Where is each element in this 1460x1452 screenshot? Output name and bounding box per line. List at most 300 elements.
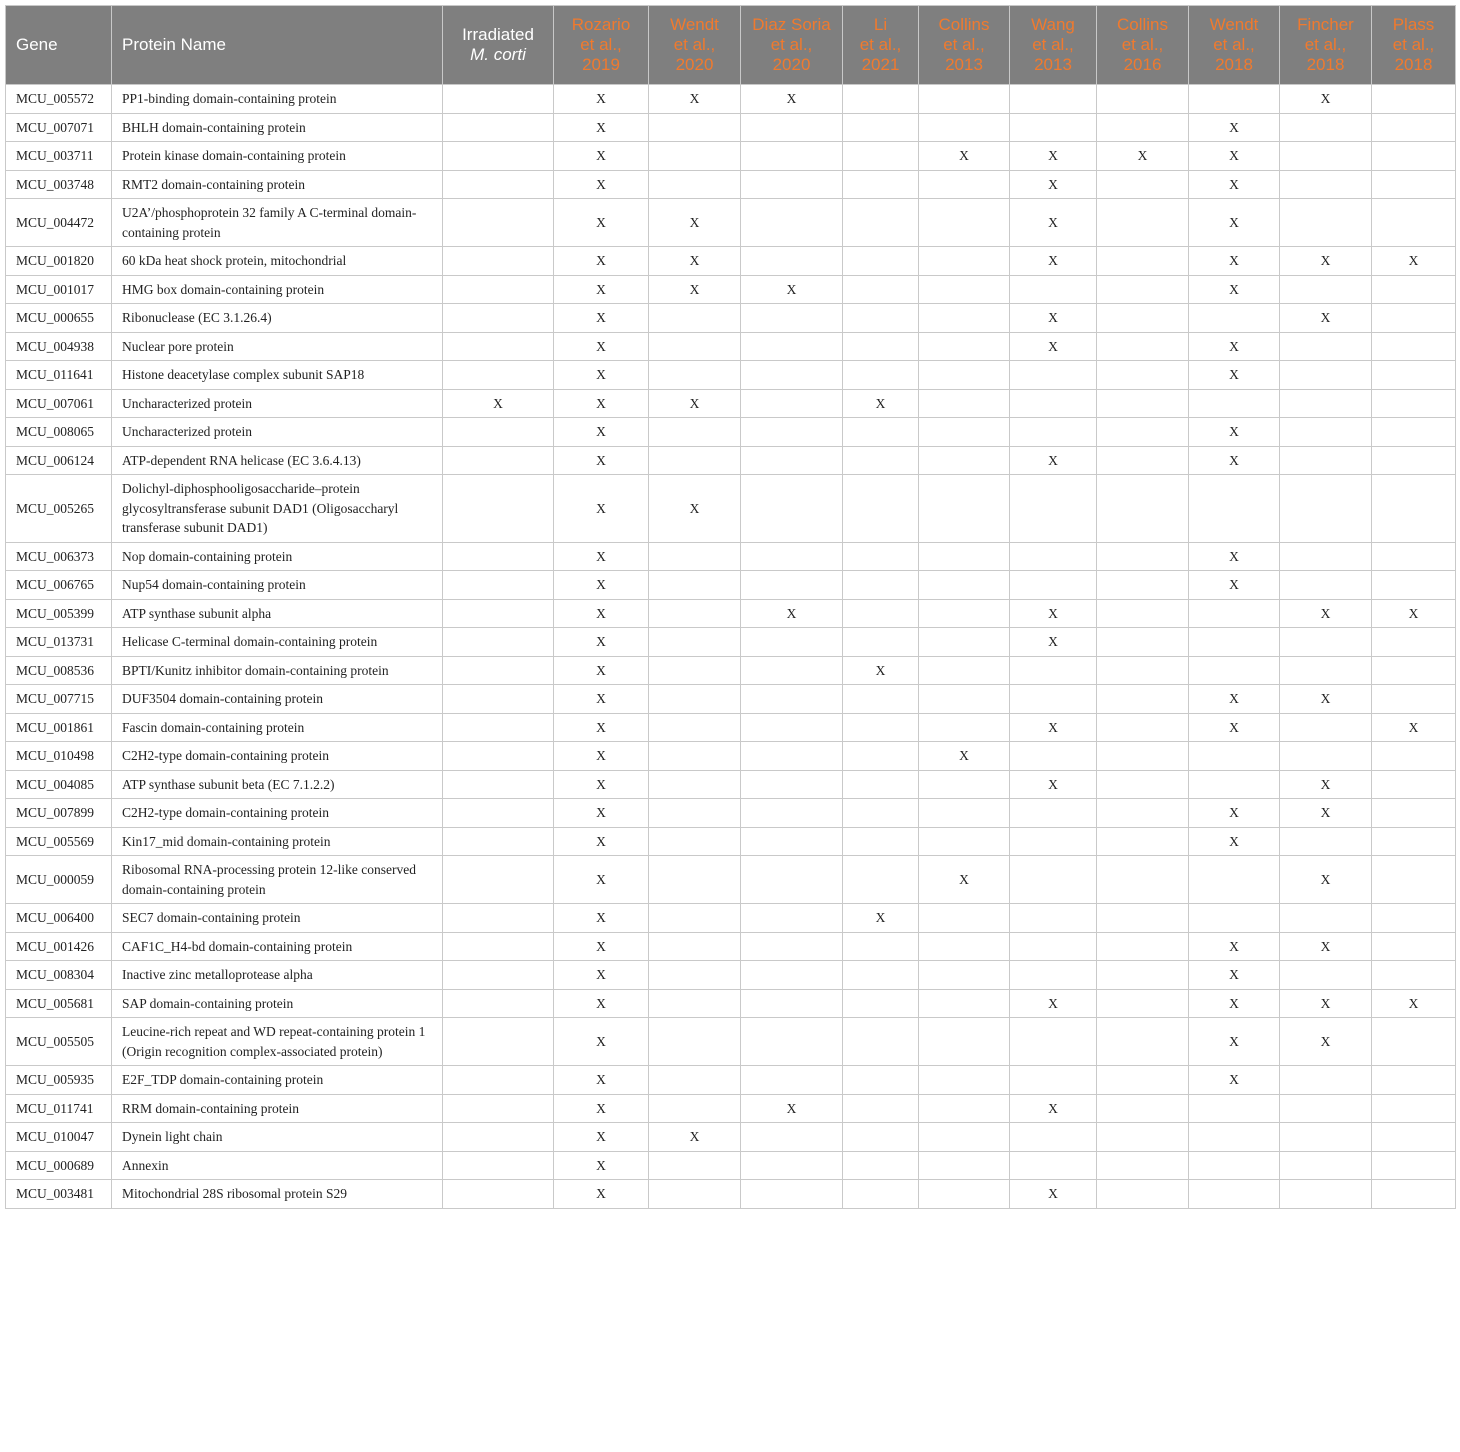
mark-cell (919, 361, 1010, 390)
mark-cell: X (1010, 170, 1097, 199)
mark-cell: X (554, 275, 649, 304)
mark-cell (1372, 275, 1456, 304)
mark-cell (843, 170, 919, 199)
header-study-9[interactable] (1280, 6, 1372, 85)
mark-cell: X (1189, 713, 1280, 742)
mark-cell: X (554, 1180, 649, 1209)
study-line1: Wendt (1209, 15, 1259, 34)
mark-cell (919, 904, 1010, 933)
mark-cell (443, 113, 554, 142)
study-line3: 2013 (1034, 55, 1072, 74)
protein-name-cell: U2A’/phosphoprotein 32 family A C-terminal domain-containing protein (112, 199, 443, 247)
mark-cell (1189, 856, 1280, 904)
mark-cell (741, 989, 843, 1018)
mark-cell (919, 827, 1010, 856)
mark-cell (919, 1018, 1010, 1066)
mark-cell (649, 742, 741, 771)
mark-cell (741, 113, 843, 142)
gene-id-cell: MCU_007899 (6, 799, 112, 828)
mark-cell (1097, 389, 1189, 418)
mark-cell (1097, 742, 1189, 771)
mark-cell (443, 571, 554, 600)
mark-cell: X (1280, 932, 1372, 961)
mark-cell (843, 685, 919, 714)
table-row (6, 1151, 1456, 1180)
mark-cell (919, 170, 1010, 199)
mark-cell (741, 304, 843, 333)
mark-cell: X (741, 275, 843, 304)
mark-cell (843, 989, 919, 1018)
mark-cell (843, 418, 919, 447)
header-study-6[interactable] (1010, 6, 1097, 85)
mark-cell (1372, 199, 1456, 247)
mark-cell (1097, 856, 1189, 904)
mark-cell (919, 932, 1010, 961)
mark-cell (649, 361, 741, 390)
mark-cell (1280, 361, 1372, 390)
mark-cell: X (1189, 361, 1280, 390)
study-line3: 2020 (772, 55, 811, 74)
header-irradiated-line2: M. corti (470, 45, 526, 64)
gene-id-cell: MCU_005505 (6, 1018, 112, 1066)
mark-cell (741, 685, 843, 714)
mark-cell (443, 446, 554, 475)
mark-cell (919, 542, 1010, 571)
table-row (6, 742, 1456, 771)
mark-cell (741, 199, 843, 247)
mark-cell (1097, 989, 1189, 1018)
mark-cell (1010, 571, 1097, 600)
mark-cell: X (554, 1066, 649, 1095)
mark-cell: X (1280, 770, 1372, 799)
mark-cell (919, 1066, 1010, 1095)
mark-cell (1010, 827, 1097, 856)
mark-cell (919, 275, 1010, 304)
mark-cell: X (1189, 542, 1280, 571)
mark-cell (443, 199, 554, 247)
mark-cell (1280, 628, 1372, 657)
study-line3: 2013 (945, 55, 983, 74)
mark-cell: X (1280, 799, 1372, 828)
table-row (6, 304, 1456, 333)
protein-name-cell: BPTI/Kunitz inhibitor domain-containing protein (112, 656, 443, 685)
mark-cell: X (554, 856, 649, 904)
mark-cell (443, 1018, 554, 1066)
mark-cell: X (1189, 1066, 1280, 1095)
header-row (6, 6, 1456, 85)
mark-cell (1010, 856, 1097, 904)
table-row (6, 113, 1456, 142)
mark-cell (1097, 827, 1189, 856)
mark-cell (741, 170, 843, 199)
table-row (6, 961, 1456, 990)
mark-cell (443, 656, 554, 685)
mark-cell (1372, 389, 1456, 418)
gene-id-cell: MCU_011741 (6, 1094, 112, 1123)
header-gene: Gene (6, 6, 112, 85)
header-study-4[interactable] (843, 6, 919, 85)
mark-cell (443, 799, 554, 828)
table-row (6, 142, 1456, 171)
protein-name-cell: Nop domain-containing protein (112, 542, 443, 571)
gene-comparison-table (5, 5, 1456, 1209)
mark-cell: X (554, 199, 649, 247)
protein-name-cell: Uncharacterized protein (112, 389, 443, 418)
mark-cell (843, 1066, 919, 1095)
mark-cell (1189, 304, 1280, 333)
gene-id-cell: MCU_011641 (6, 361, 112, 390)
mark-cell (741, 1018, 843, 1066)
mark-cell (919, 989, 1010, 1018)
gene-id-cell: MCU_010498 (6, 742, 112, 771)
mark-cell (843, 713, 919, 742)
study-line3: 2018 (1306, 55, 1345, 74)
mark-cell (1372, 1066, 1456, 1095)
mark-cell (741, 713, 843, 742)
study-line1: Plass (1392, 15, 1435, 34)
mark-cell (649, 1018, 741, 1066)
mark-cell (1010, 1018, 1097, 1066)
mark-cell (741, 1123, 843, 1152)
mark-cell: X (554, 827, 649, 856)
mark-cell: X (1010, 989, 1097, 1018)
header-study-5[interactable] (919, 6, 1010, 85)
mark-cell: X (1280, 989, 1372, 1018)
mark-cell (649, 142, 741, 171)
gene-id-cell: MCU_005935 (6, 1066, 112, 1095)
mark-cell (919, 1151, 1010, 1180)
mark-cell (1189, 628, 1280, 657)
study-line2: et al., (1392, 35, 1435, 54)
mark-cell (1097, 1066, 1189, 1095)
table-row (6, 799, 1456, 828)
mark-cell: X (919, 742, 1010, 771)
mark-cell (1010, 904, 1097, 933)
table-row (6, 1180, 1456, 1209)
table-row (6, 199, 1456, 247)
mark-cell: X (554, 1094, 649, 1123)
mark-cell: X (1189, 961, 1280, 990)
mark-cell: X (554, 1151, 649, 1180)
mark-cell (649, 571, 741, 600)
mark-cell (1097, 170, 1189, 199)
protein-name-cell: Ribosomal RNA-processing protein 12-like conserved domain-containing protein (112, 856, 443, 904)
mark-cell: X (554, 361, 649, 390)
mark-cell (741, 856, 843, 904)
mark-cell (741, 1180, 843, 1209)
mark-cell: X (554, 85, 649, 114)
mark-cell: X (1189, 685, 1280, 714)
mark-cell: X (554, 770, 649, 799)
protein-name-cell: Ribonuclease (EC 3.1.26.4) (112, 304, 443, 333)
mark-cell (443, 904, 554, 933)
table-row (6, 1123, 1456, 1152)
header-study-2[interactable] (649, 6, 741, 85)
mark-cell (1097, 1180, 1189, 1209)
header-irradiated-line1: Irradiated (462, 25, 534, 44)
gene-id-cell: MCU_004085 (6, 770, 112, 799)
gene-id-cell: MCU_005265 (6, 475, 112, 543)
protein-name-cell: RMT2 domain-containing protein (112, 170, 443, 199)
gene-id-cell: MCU_003748 (6, 170, 112, 199)
mark-cell (919, 713, 1010, 742)
mark-cell (1372, 113, 1456, 142)
mark-cell (1010, 475, 1097, 543)
mark-cell (919, 1094, 1010, 1123)
mark-cell (649, 628, 741, 657)
mark-cell (1010, 361, 1097, 390)
mark-cell (649, 1151, 741, 1180)
mark-cell: X (554, 446, 649, 475)
gene-id-cell: MCU_004472 (6, 199, 112, 247)
study-line3: 2021 (861, 55, 900, 74)
mark-cell (1372, 446, 1456, 475)
table-row (6, 904, 1456, 933)
mark-cell (1280, 1151, 1372, 1180)
mark-cell: X (443, 389, 554, 418)
mark-cell (1010, 389, 1097, 418)
mark-cell (1280, 542, 1372, 571)
mark-cell (443, 770, 554, 799)
study-line2: et al., (859, 35, 902, 54)
mark-cell (919, 304, 1010, 333)
table-row (6, 827, 1456, 856)
mark-cell (1189, 1151, 1280, 1180)
mark-cell (1372, 628, 1456, 657)
mark-cell (1280, 1094, 1372, 1123)
mark-cell (1280, 475, 1372, 543)
mark-cell: X (554, 1123, 649, 1152)
mark-cell (443, 1094, 554, 1123)
mark-cell (843, 1180, 919, 1209)
mark-cell (1280, 571, 1372, 600)
mark-cell (1097, 304, 1189, 333)
mark-cell (1189, 1123, 1280, 1152)
mark-cell (1372, 571, 1456, 600)
study-line2: et al., (943, 35, 985, 54)
header-study-7[interactable] (1097, 6, 1189, 85)
mark-cell (1189, 904, 1280, 933)
mark-cell (919, 1123, 1010, 1152)
mark-cell (649, 170, 741, 199)
protein-name-cell: Kin17_mid domain-containing protein (112, 827, 443, 856)
protein-name-cell: C2H2-type domain-containing protein (112, 742, 443, 771)
mark-cell (741, 475, 843, 543)
mark-cell (443, 961, 554, 990)
gene-id-cell: MCU_000655 (6, 304, 112, 333)
mark-cell (843, 275, 919, 304)
mark-cell (1097, 685, 1189, 714)
mark-cell (443, 1180, 554, 1209)
mark-cell: X (554, 599, 649, 628)
mark-cell: X (1010, 304, 1097, 333)
mark-cell (843, 742, 919, 771)
gene-id-cell: MCU_001017 (6, 275, 112, 304)
mark-cell (919, 247, 1010, 276)
header-study-1[interactable] (554, 6, 649, 85)
study-line1: Collins (938, 15, 990, 34)
mark-cell (1372, 85, 1456, 114)
mark-cell: X (554, 656, 649, 685)
mark-cell (919, 571, 1010, 600)
mark-cell (843, 475, 919, 543)
mark-cell (1010, 542, 1097, 571)
mark-cell (843, 1151, 919, 1180)
mark-cell: X (554, 332, 649, 361)
mark-cell (443, 713, 554, 742)
mark-cell: X (1010, 770, 1097, 799)
mark-cell (443, 827, 554, 856)
mark-cell (1097, 904, 1189, 933)
mark-cell (649, 1066, 741, 1095)
mark-cell (443, 685, 554, 714)
gene-id-cell: MCU_003711 (6, 142, 112, 171)
mark-cell: X (554, 389, 649, 418)
mark-cell: X (554, 628, 649, 657)
mark-cell (443, 475, 554, 543)
mark-cell: X (554, 418, 649, 447)
study-line2: et al., (580, 35, 622, 54)
mark-cell: X (1010, 1180, 1097, 1209)
study-line2: et al., (1213, 35, 1255, 54)
gene-id-cell: MCU_001861 (6, 713, 112, 742)
study-line1: Li (873, 15, 888, 34)
mark-cell (741, 247, 843, 276)
mark-cell (1280, 656, 1372, 685)
mark-cell: X (843, 656, 919, 685)
mark-cell (1372, 1180, 1456, 1209)
header-protein-name: Protein Name (112, 6, 443, 85)
mark-cell (741, 1066, 843, 1095)
study-line2: et al., (770, 35, 813, 54)
mark-cell (919, 418, 1010, 447)
mark-cell (1010, 685, 1097, 714)
protein-name-cell: BHLH domain-containing protein (112, 113, 443, 142)
mark-cell (919, 113, 1010, 142)
header-study-3[interactable] (741, 6, 843, 85)
mark-cell (1097, 932, 1189, 961)
gene-id-cell: MCU_005399 (6, 599, 112, 628)
mark-cell (1010, 961, 1097, 990)
mark-cell (1097, 656, 1189, 685)
table-row (6, 361, 1456, 390)
gene-id-cell: MCU_005681 (6, 989, 112, 1018)
mark-cell (843, 932, 919, 961)
mark-cell (1280, 332, 1372, 361)
mark-cell (1280, 961, 1372, 990)
gene-id-cell: MCU_013731 (6, 628, 112, 657)
mark-cell (1280, 446, 1372, 475)
mark-cell (649, 713, 741, 742)
mark-cell: X (1189, 170, 1280, 199)
mark-cell: X (649, 199, 741, 247)
table-row (6, 1094, 1456, 1123)
mark-cell: X (1372, 247, 1456, 276)
mark-cell (1010, 1066, 1097, 1095)
mark-cell (1010, 932, 1097, 961)
gene-id-cell: MCU_006400 (6, 904, 112, 933)
mark-cell (741, 446, 843, 475)
mark-cell: X (1280, 247, 1372, 276)
mark-cell (1280, 1066, 1372, 1095)
mark-cell: X (554, 932, 649, 961)
mark-cell (843, 85, 919, 114)
header-study-10[interactable] (1372, 6, 1456, 85)
mark-cell (741, 142, 843, 171)
protein-name-cell: E2F_TDP domain-containing protein (112, 1066, 443, 1095)
mark-cell (649, 799, 741, 828)
mark-cell (843, 142, 919, 171)
mark-cell (649, 113, 741, 142)
table-row (6, 332, 1456, 361)
mark-cell: X (1189, 142, 1280, 171)
mark-cell (1372, 932, 1456, 961)
mark-cell (649, 770, 741, 799)
protein-name-cell: ATP synthase subunit alpha (112, 599, 443, 628)
mark-cell (1372, 856, 1456, 904)
mark-cell (1097, 275, 1189, 304)
mark-cell (1280, 827, 1372, 856)
mark-cell (919, 332, 1010, 361)
gene-id-cell: MCU_008304 (6, 961, 112, 990)
mark-cell (843, 961, 919, 990)
mark-cell: X (919, 142, 1010, 171)
gene-id-cell: MCU_001820 (6, 247, 112, 276)
mark-cell (443, 418, 554, 447)
mark-cell: X (554, 713, 649, 742)
mark-cell (1097, 475, 1189, 543)
mark-cell: X (554, 571, 649, 600)
mark-cell: X (554, 685, 649, 714)
mark-cell (741, 827, 843, 856)
mark-cell (843, 827, 919, 856)
mark-cell (1280, 113, 1372, 142)
mark-cell (1280, 418, 1372, 447)
mark-cell: X (1280, 304, 1372, 333)
table-row (6, 628, 1456, 657)
mark-cell (919, 475, 1010, 543)
mark-cell (443, 932, 554, 961)
table-row (6, 713, 1456, 742)
mark-cell: X (1280, 856, 1372, 904)
mark-cell (1097, 1123, 1189, 1152)
protein-name-cell: SAP domain-containing protein (112, 989, 443, 1018)
study-line2: et al., (1304, 35, 1347, 54)
mark-cell (1280, 170, 1372, 199)
header-study-8[interactable] (1189, 6, 1280, 85)
mark-cell (843, 1094, 919, 1123)
gene-id-cell: MCU_004938 (6, 332, 112, 361)
protein-name-cell: Dolichyl-diphosphooligosaccharide–protein glycosyltransferase subunit DAD1 (Oligosaccharyl transferase subunit DAD1) (112, 475, 443, 543)
mark-cell (1372, 170, 1456, 199)
mark-cell (741, 904, 843, 933)
mark-cell (843, 113, 919, 142)
mark-cell (1097, 1151, 1189, 1180)
mark-cell: X (1280, 85, 1372, 114)
mark-cell (919, 770, 1010, 799)
mark-cell (1097, 199, 1189, 247)
mark-cell (1372, 904, 1456, 933)
mark-cell (843, 1018, 919, 1066)
mark-cell (1097, 446, 1189, 475)
mark-cell (741, 389, 843, 418)
mark-cell (443, 275, 554, 304)
study-line1: Fincher (1297, 15, 1354, 34)
gene-id-cell: MCU_005569 (6, 827, 112, 856)
table-row (6, 389, 1456, 418)
mark-cell (1372, 475, 1456, 543)
protein-name-cell: Leucine-rich repeat and WD repeat-containing protein 1 (Origin recognition complex-associated protein) (112, 1018, 443, 1066)
